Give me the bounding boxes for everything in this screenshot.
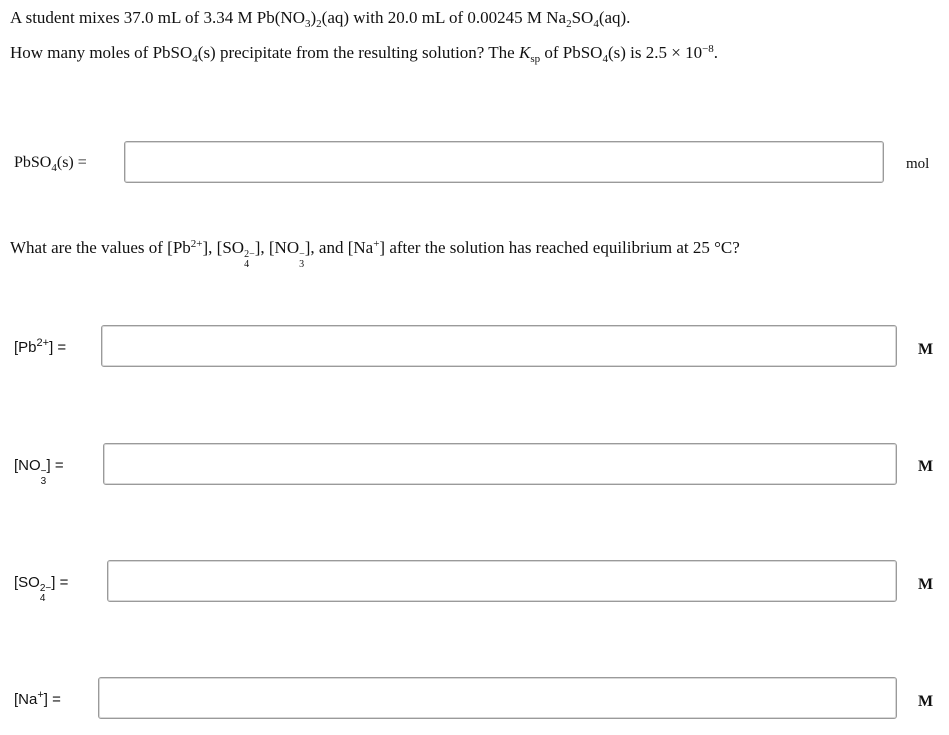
pb-conc-input[interactable]: [101, 325, 897, 367]
pb-conc-label: $[Pb^{2+}]$ =: [14, 337, 67, 356]
so4-conc-input[interactable]: [107, 560, 897, 602]
no3-conc-unit: M: [918, 458, 934, 475]
pbso4-unit: mol: [906, 156, 930, 172]
na-conc-unit: M: [918, 693, 934, 710]
na-conc-label: [Na+] =: [14, 689, 61, 708]
no3-conc-label: [NO − 3 ] =: [14, 457, 64, 487]
question-equilibrium-concentrations: What are the values of $[Pb^{2+}]$, [SO 2− 4 ], [NO − 3 ], and [Na+] after the solution has reached equilibrium at 25 °C?: [10, 238, 740, 270]
question-moles-precipitate: How many moles of PbSO$_4$(s) precipitate from the resulting solution? The $K_{sp}$ of PbSO$_4$(s) is $2.5 \times 10^{-8}$.: [10, 43, 719, 65]
pbso4-label: PbSO$_4$(s) =: [14, 154, 87, 174]
so4-conc-unit: M: [918, 576, 934, 593]
no3-conc-input[interactable]: [103, 443, 897, 485]
pbso4-moles-input[interactable]: [124, 141, 884, 183]
so4-conc-label: [SO 2− 4 ] =: [14, 574, 69, 604]
question-intro: A student mixes 37.0 mL of 3.34 M $Pb(NO_3)_2(aq)$ with 20.0 mL of 0.00245 M $Na_2SO_4(aq)$.: [10, 8, 631, 30]
na-conc-input[interactable]: [98, 677, 897, 719]
pb-conc-unit: M: [918, 341, 934, 358]
